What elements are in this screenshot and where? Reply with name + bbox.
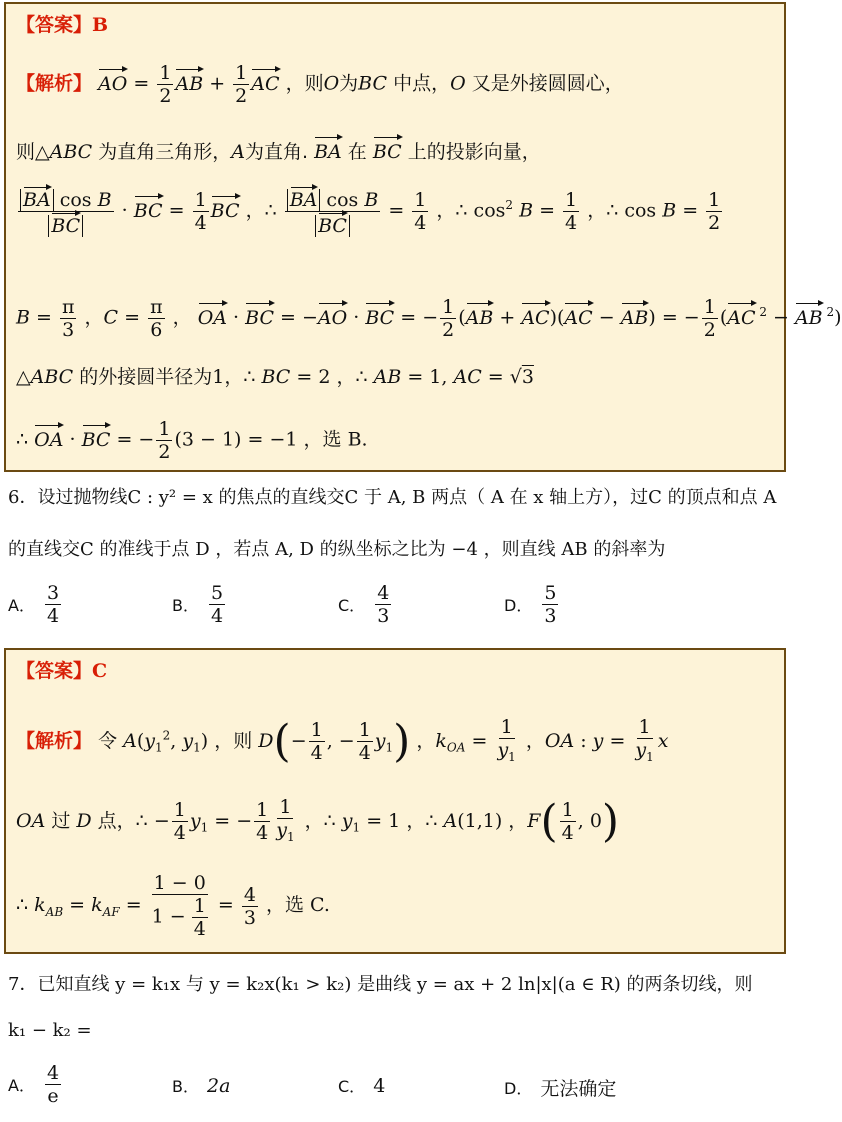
option-numerator: 3 [46,582,60,604]
option-7-d [504,1074,616,1101]
solution-box-q6 [4,648,786,954]
answer-tag: 【答案】 [16,660,93,682]
question-7-line-2: k₁ − k₂ = [8,1020,92,1041]
answer-line [16,12,108,38]
analysis-line-4: B = $\frac{\pi}{3}$ ，C = $\frac{\pi}{6}$ ， OA · BC = −AO · BC = − $\frac{1}{2}$ (AB + AC)(AC − AB) = − $\frac{1}{2}$ (AC $^2$ − AB $^2$) [16,296,842,341]
analysis-tag: 【解析】 [16,72,93,95]
analysis-line-6: ∴ OA · BC = − $\frac{1}{2}$ (3 − 1) = −1 ，选 B. [16,418,368,463]
question-6-line-1: 6．设过抛物线C : y² = x 的焦点的直线交C 于 A, B 两点（ A 在 x 轴上方），过C 的顶点和点 A [8,487,777,508]
option-text: 2a [206,1074,231,1097]
option-label: A． [8,1076,35,1095]
answer-value: B [92,14,109,36]
option-numerator: 5 [544,582,557,604]
option-6-c [338,582,393,627]
analysis-line-2: OA 过 D 点，∴ − $\frac{1}{4}$ $y_1$ = − $\frac{1}{4}$ $\frac{1}{y_1}$ ，∴ $y_1 = 1$ ，∴ A(1,1) ，F( $\frac{1}{4}$ , 0) [16,795,620,847]
option-denominator: 3 [544,605,557,627]
answer-tag: 【答案】 [16,14,93,36]
option-7-b [172,1074,230,1097]
option-denominator: 4 [46,605,60,627]
option-6-a [8,582,63,627]
option-label: C． [338,1077,366,1096]
analysis-line-1: 【解析】 令 $A(y_1^2$, $y_1$) ，则 D(− $\frac{1}{4}$ , − $\frac{1}{4}$ $y_1$) ，$k_{OA}$ = $\frac{1}{y_1}$ ，OA : y = $\frac{1}{y_1}$ x [16,715,669,767]
answer-line [16,658,107,684]
analysis-line-1: 【解析】 AO = $\frac{1}{2}$ AB + $\frac{1}{2}$ AC ，则O为BC 中点，O 又是外接圆圆心， [16,62,624,107]
question-6-line-2: 的直线交C 的准线于点 D ，若点 A, D 的纵坐标之比为 −4 ，则直线 AB 的斜率为 [8,539,666,560]
answer-value: C [92,660,108,682]
option-denominator: e [47,1085,59,1107]
option-label: C． [338,596,366,615]
analysis-line-3: $\frac{\text{BA cos B}}{BC}$ · BC = $\frac{1}{4}$ BC ，∴ $\frac{\text{BA cos B}}{BC}$ = $\frac{1}{4}$ ，∴ $\cos^2 B$ = $\frac{1}{4}$ ，∴ cos B = $\frac{1}{2}$ [16,186,724,237]
option-6-b [172,582,227,627]
option-6-d [504,582,560,627]
option-label: D． [504,596,533,615]
analysis-line-2: 则△ABC 为直角三角形，A为直角. BA 在 BC 上的投影向量， [16,136,541,165]
option-text: 4 [373,1074,386,1097]
option-label: A． [8,596,35,615]
option-label: B． [172,1077,199,1096]
option-text: 无法确定 [540,1078,617,1100]
option-numerator: 4 [377,582,390,604]
solution-box-q5 [4,2,842,472]
option-denominator: 3 [377,605,390,627]
option-label: B． [172,596,199,615]
option-7-c [338,1074,385,1097]
option-numerator: 5 [210,582,224,604]
analysis-line-5: △ABC 的外接圆半径为1，∴ BC = 2 ，∴ AB = 1, AC = √3 [16,366,534,388]
option-7-a [8,1062,63,1107]
option-denominator: 4 [210,605,224,627]
analysis-tag: 【解析】 [16,729,93,752]
option-numerator: 4 [46,1062,60,1084]
option-label: D． [504,1079,533,1098]
question-7-line-1: 7．已知直线 y = k₁x 与 y = k₂x(k₁ > k₂) 是曲线 y = ax + 2 ln|x|(a ∈ R) 的两条切线，则 [8,974,753,995]
analysis-line-3: ∴ $k_{AB} = k_{AF}$ = 1 − 0 1 − $\frac{1}{4}$ = $\frac{4}{3}$ ，选 C. [16,872,330,940]
